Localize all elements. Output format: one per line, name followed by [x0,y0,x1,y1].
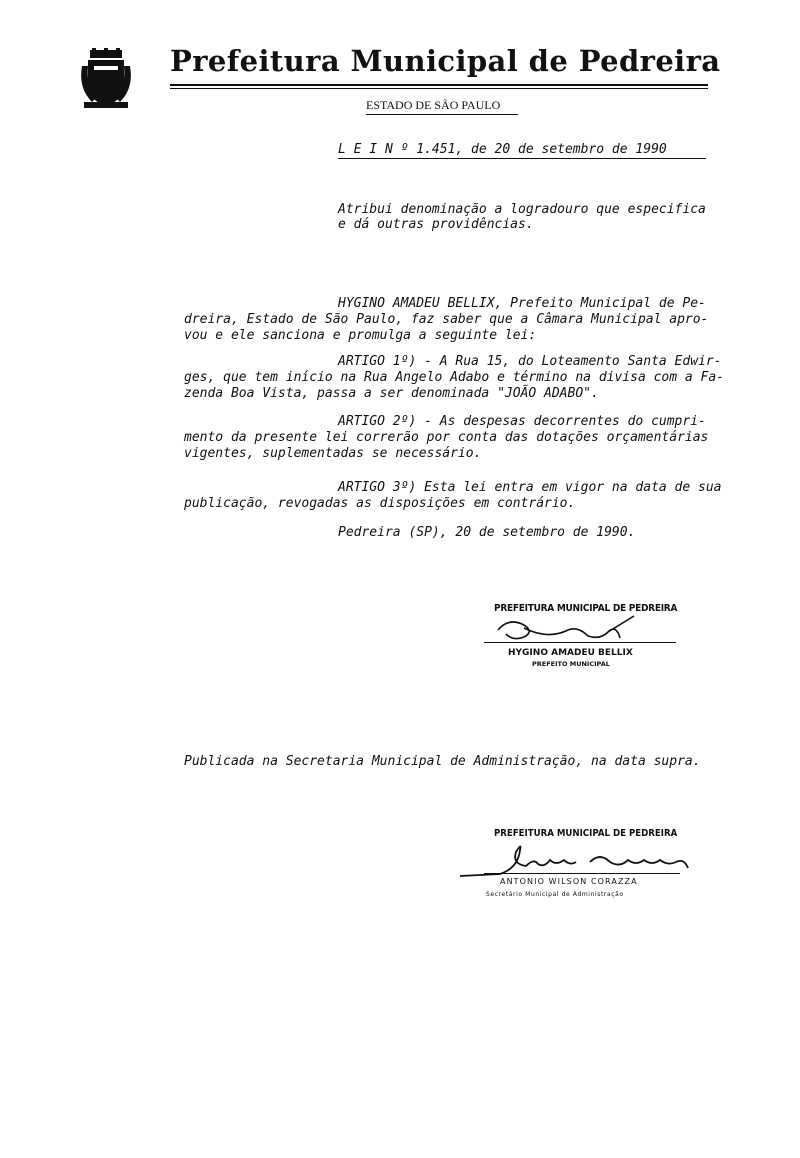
publication-note: Publicada na Secretaria Municipal de Administração, na data supra. [184,754,701,769]
signature-stamp-org-2: PREFEITURA MUNICIPAL DE PEDREIRA [494,828,678,839]
signature-line [484,642,676,643]
signatory-role-2: Secretário Municipal de Administração [486,891,624,898]
law-number: L E I N º 1.451, de 20 de setembro de 1990 [338,142,667,157]
state-subtitle: ESTADO DE SÃO PAULO [366,98,501,112]
header-rule-thin [170,88,708,89]
place-date: Pedreira (SP), 20 de setembro de 1990. [338,525,636,540]
law-underline [338,158,706,159]
law-summary: Atribui denominação a logradouro que especifica e dá outras providências. [338,202,706,232]
handwritten-signature [488,612,638,644]
signatory-name-2: ANTONIO WILSON CORAZZA [500,877,638,886]
signatory-role: PREFEITO MUNICIPAL [532,660,610,668]
header-rule [170,84,708,86]
article-3: ARTIGO 3º) Esta lei entra em vigor na data de sua publicação, revogadas as disposições em contrário. [184,480,722,511]
article-1: ARTIGO 1º) - A Rua 15, do Loteamento Santa Edwir- ges, que tem início na Rua Angelo Adabo e término na divisa com a Fa- zenda Boa Vista, passa a ser denominada "JOÃO ADABO". [184,354,725,401]
state-underline [366,114,518,115]
signatory-name: HYGINO AMADEU BELLIX [508,648,633,658]
signature-line-2 [484,873,680,874]
signature-stamp-org: PREFEITURA MUNICIPAL DE PEDREIRA [494,603,678,614]
article-2: ARTIGO 2º) - As despesas decorrentes do cumpri- mento da presente lei correrão por conta das dotações orçamentárias vigentes, suplementadas se necessário. [184,414,709,461]
coat-of-arms-icon [78,48,134,110]
page-title: Prefeitura Municipal de Pedreira [170,44,721,78]
intro-paragraph: HYGINO AMADEU BELLIX, Prefeito Municipal de Pe- dreira, Estado de São Paulo, faz saber que a Câmara Municipal apro- vou e ele sanciona e promulga a seguinte lei: [184,296,709,343]
